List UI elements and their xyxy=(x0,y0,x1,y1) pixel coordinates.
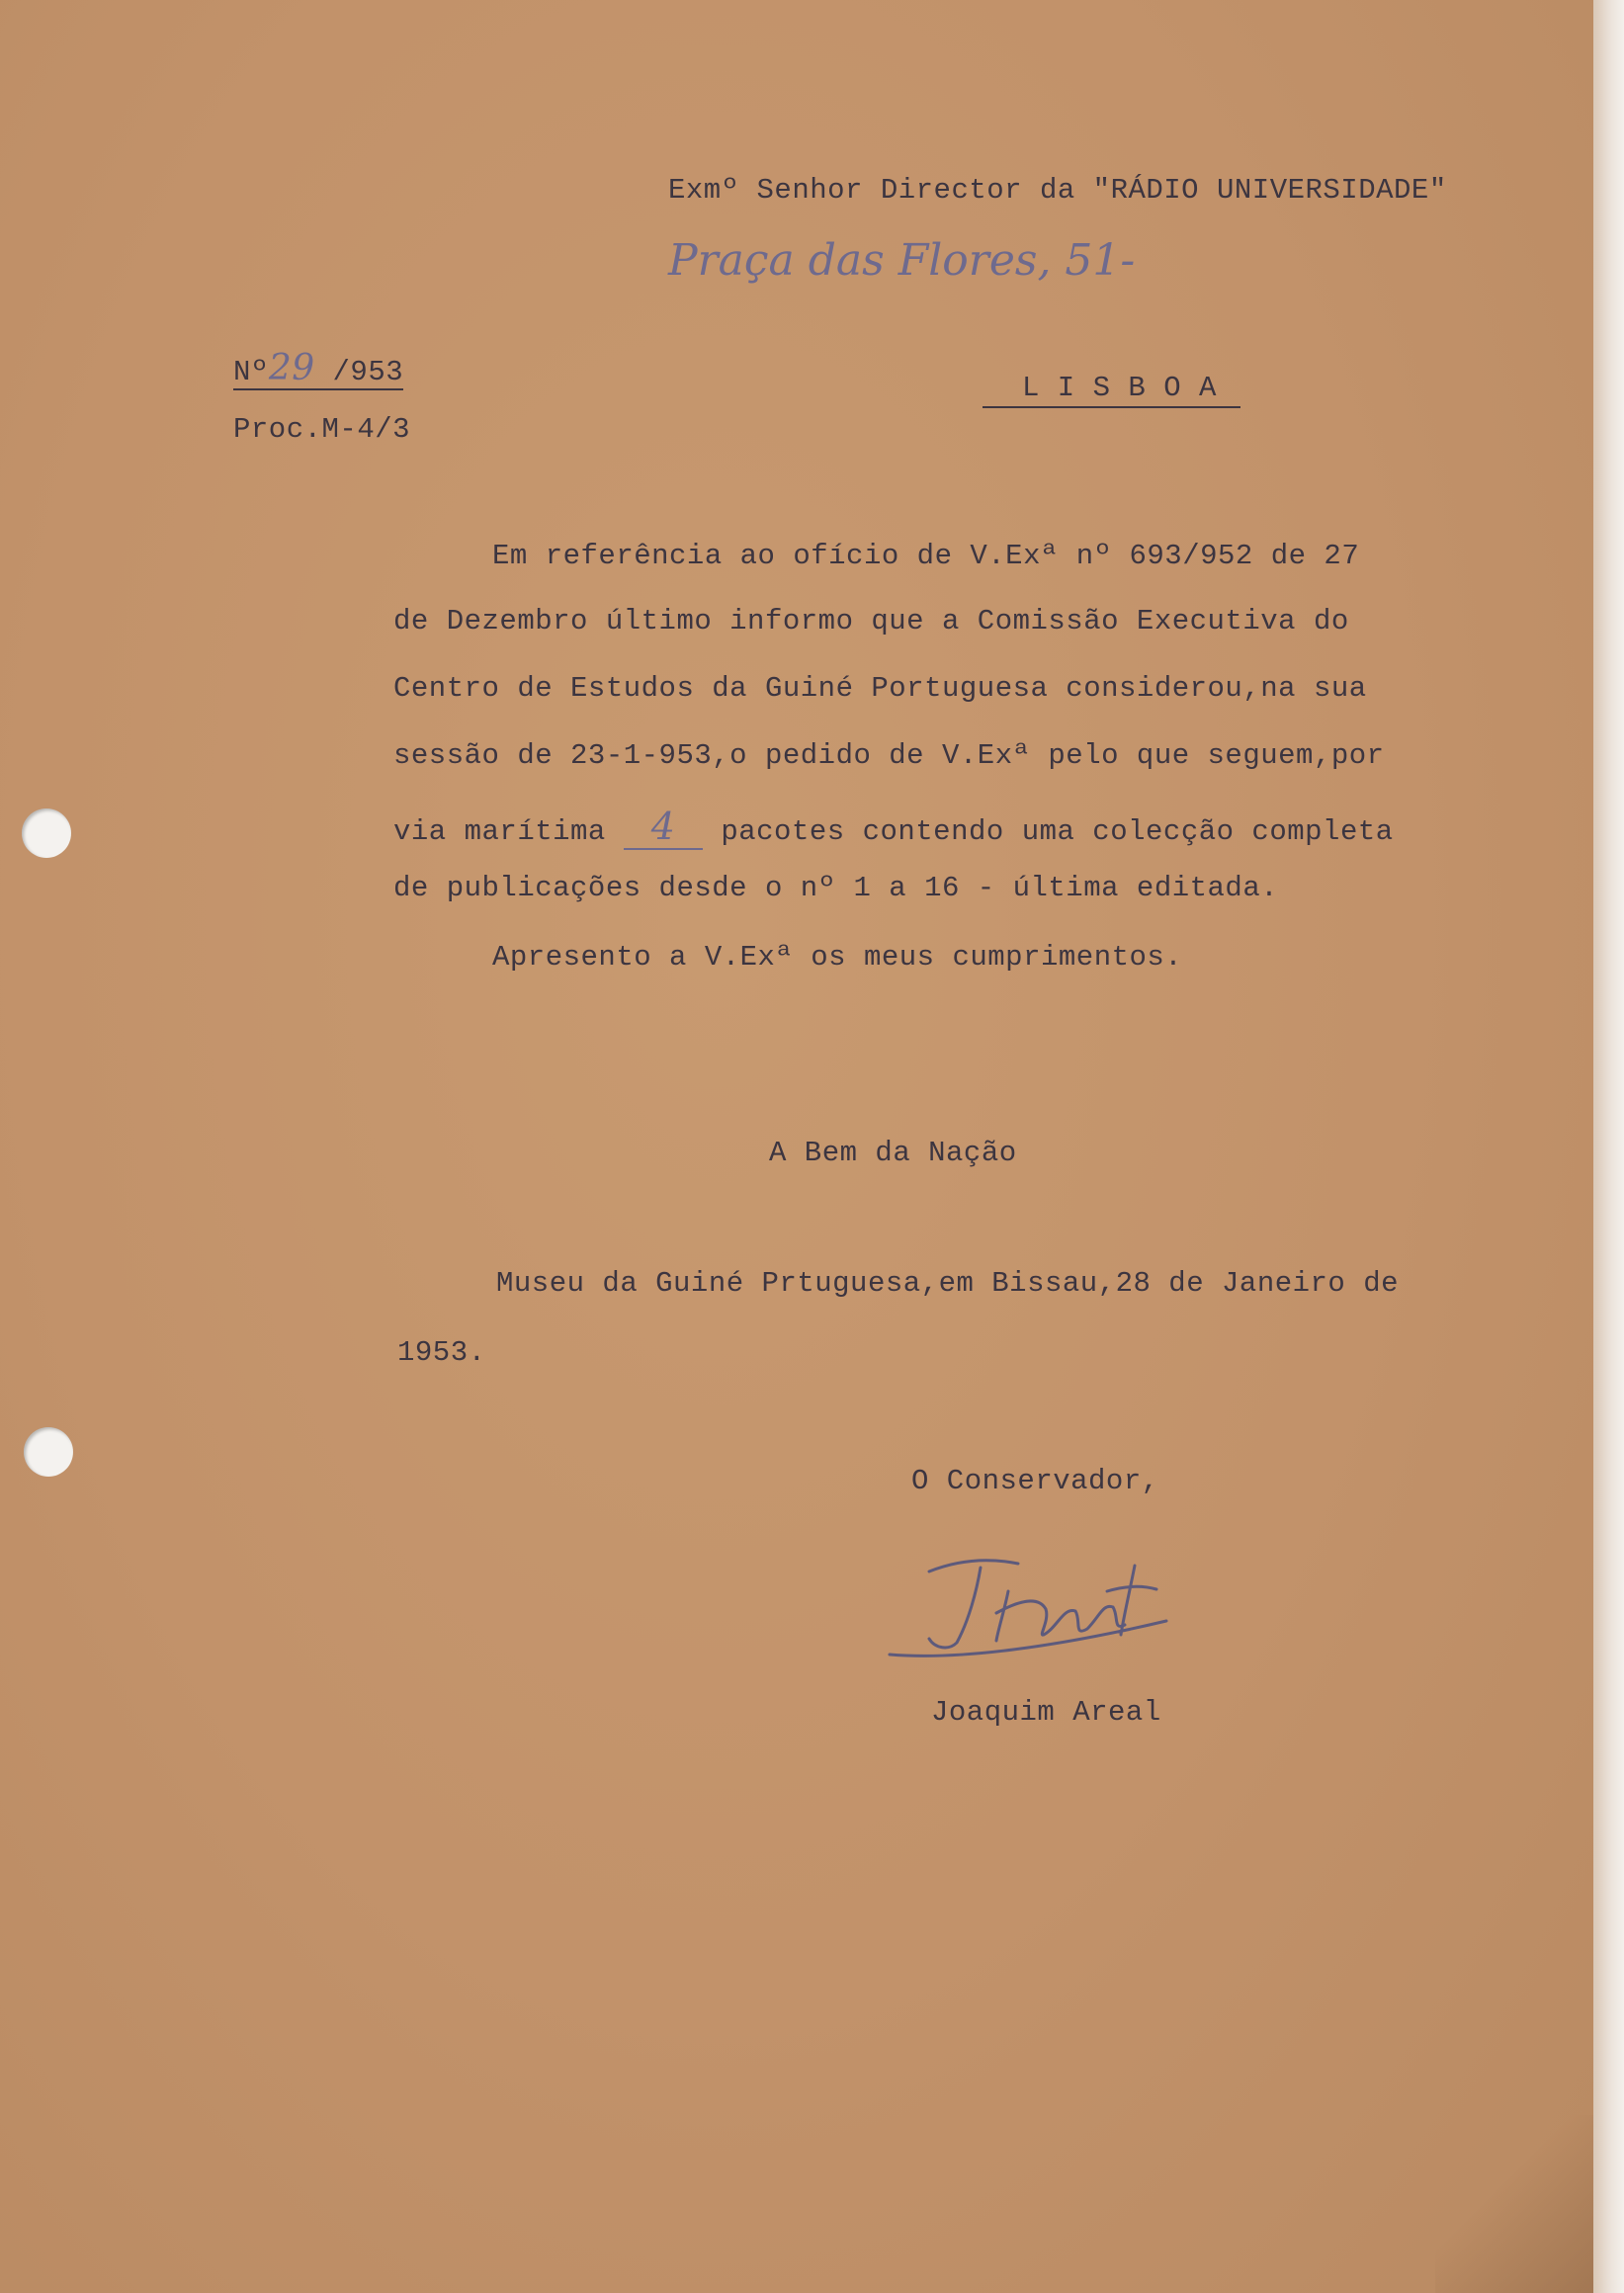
addressee-line: Exmº Senhor Director da "RÁDIO UNIVERSIDADE" xyxy=(668,174,1447,207)
city-line: L I S B O A xyxy=(983,372,1240,408)
punch-hole-bottom xyxy=(24,1427,73,1477)
body-line-4: sessão de 23-1-953,o pedido de V.Exª pelo que seguem,por xyxy=(393,739,1385,772)
handwritten-address: Praça das Flores, 51- xyxy=(668,235,1136,286)
signer-name: Joaquim Areal xyxy=(931,1696,1161,1729)
body-line-5-start: via marítima xyxy=(393,815,624,848)
reference-number-handwritten: 29 xyxy=(268,348,315,388)
salutation: A Bem da Nação xyxy=(769,1137,1017,1169)
body-line-5 xyxy=(393,805,1394,848)
body-line-2: de Dezembro último informo que a Comissão Executiva do xyxy=(393,605,1349,637)
body-line-5-end: pacotes contendo uma colecção completa xyxy=(703,815,1394,848)
reference-number-prefix: Nº xyxy=(233,356,269,388)
signature-stroke xyxy=(890,1561,1166,1656)
reference-number-year: /953 xyxy=(314,356,404,388)
scan-background-edge xyxy=(1593,0,1624,2293)
body-line-6: de publicações desde o nº 1 a 16 - última editada. xyxy=(393,872,1279,904)
page-curl-shadow xyxy=(1435,2115,1593,2293)
body-line-1: Em referência ao ofício de V.Exª nº 693/952 de 27 xyxy=(492,540,1360,572)
body-line-7: Apresento a V.Exª os meus cumprimentos. xyxy=(492,941,1183,974)
place-date-line-2: 1953. xyxy=(397,1336,486,1369)
handwritten-package-count: 4 xyxy=(624,805,704,850)
process-reference: Proc.M-4/3 xyxy=(233,413,411,446)
handwritten-signature xyxy=(870,1552,1196,1670)
signer-title: O Conservador, xyxy=(911,1465,1159,1497)
reference-number xyxy=(233,348,403,388)
body-line-3: Centro de Estudos da Guiné Portuguesa considerou,na sua xyxy=(393,672,1367,705)
punch-hole-top xyxy=(22,808,71,858)
place-date-line-1: Museu da Guiné Prtuguesa,em Bissau,28 de Janeiro de xyxy=(496,1267,1400,1300)
